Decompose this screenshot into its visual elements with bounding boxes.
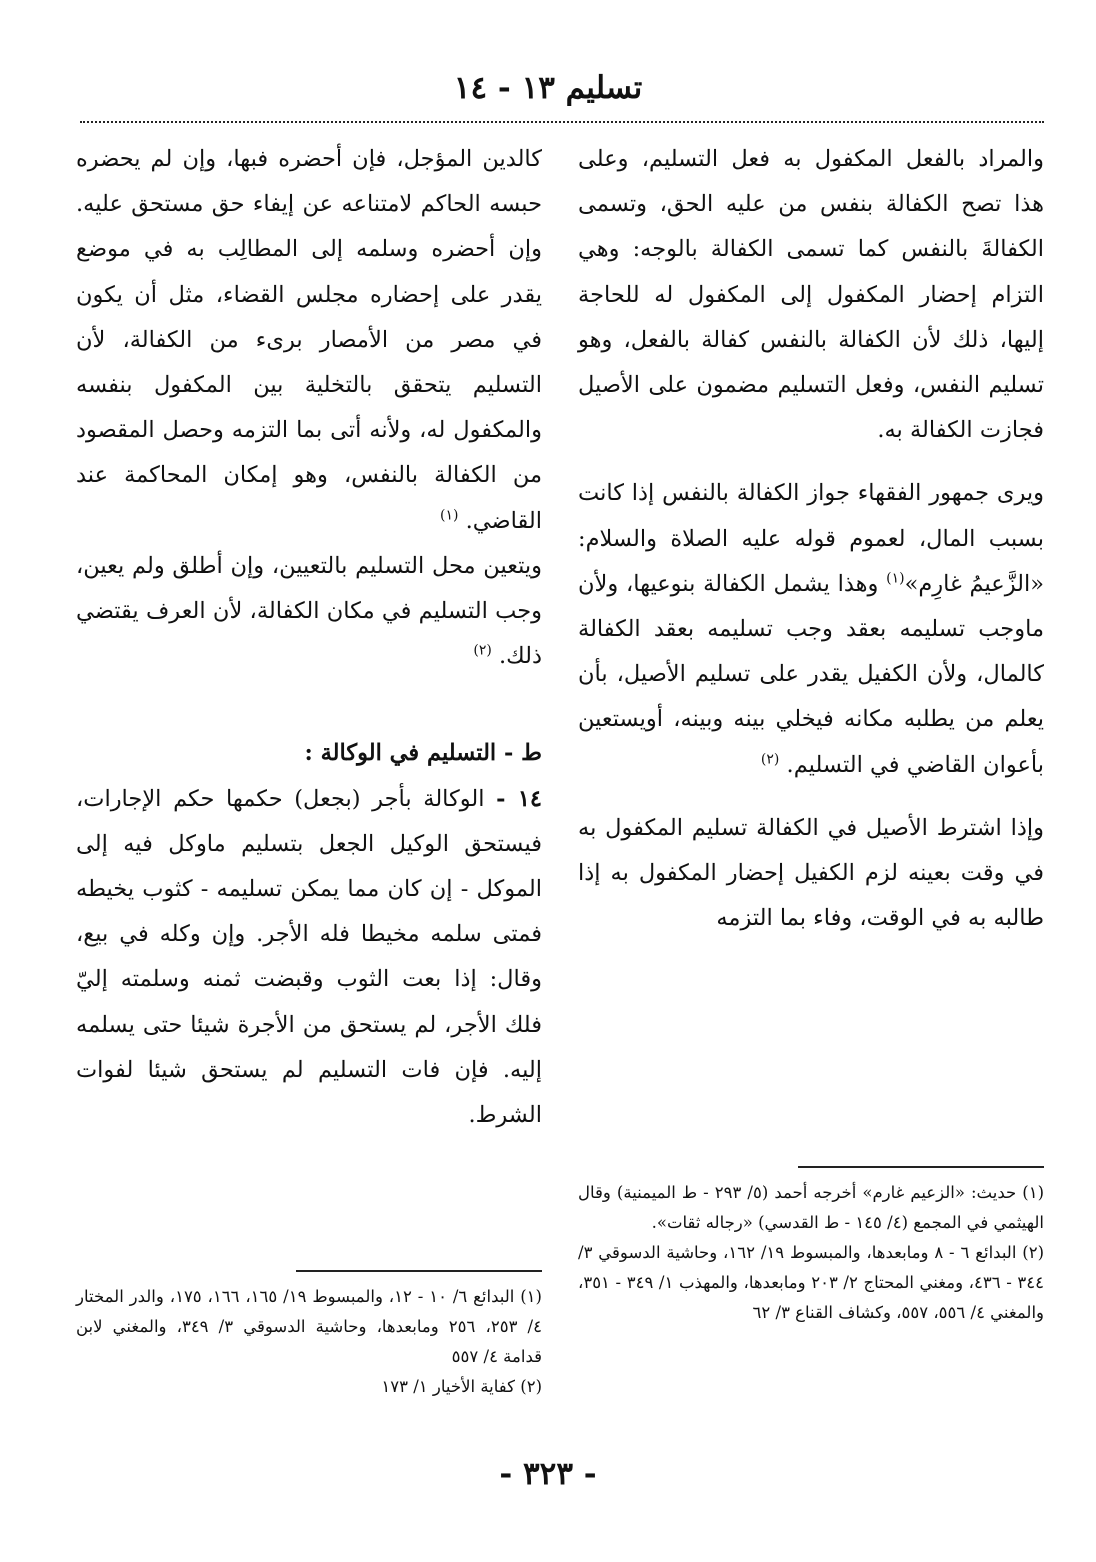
page-title: تسليم ١٣ - ١٤ — [453, 70, 643, 106]
footnotes-right — [578, 1166, 1044, 1328]
footnote-divider — [798, 1166, 1044, 1168]
paragraph-text: كالدين المؤجل، فإن أحضره فبها، وإن لم يحضره حبسه الحاكم لامتناعه عن إيفاء حق مستحق عليه. وإن أحضره وسلمه إلى المطالِب به في موضع يقدر على إحضاره مجلس القضاء، مثل أن يكون في مصر من الأمصار برىء من الكفالة، لأن التسليم يتحقق بالتخلية بين المكفول بنفسه والمكفول له، ولأنه أتى بما التزمه وحصل المقصود من الكفالة بالنفس، وهو إمكان المحاكمة عند القاضي. — [76, 146, 542, 534]
footnote: (٢) البدائع ٦ - ٨ ومابعدها، والمبسوط ١٩/ ١٦٢، وحاشية الدسوقي ٣/ ٣٤٤ - ٤٣٦، ومغني المحتاج ٢/ ٢٠٣ ومابعدها، والمهذب ١/ ٣٤٩ - ٣٥١، والمغني ٤/ ٥٥٦، ٥٥٧، وكشاف القناع ٣/ ٦٢ — [578, 1243, 1044, 1322]
page-number: - ٣٢٣ - — [499, 1456, 597, 1492]
footnote: (٢) كفاية الأخيار ١/ ١٧٣ — [381, 1377, 542, 1396]
footnote: (١) البدائع ٦/ ١٠ - ١٢، والمبسوط ١٩/ ١٦٥، ١٦٦، ١٧٥، والدر المختار ٤/ ٢٥٣، ٢٥٦ ومابعدها، وحاشية الدسوقي ٣/ ٣٤٩، والمغني لابن قدامة ٤/ ٥٥٧ — [76, 1287, 542, 1366]
paragraph-paid-agency — [76, 777, 542, 1139]
footnote-ref: (٢) — [473, 642, 492, 659]
paragraph-time-condition: وإذا اشترط الأصيل في الكفالة تسليم المكفول به في وقت بعينه لزم الكفيل إحضار المكفول به إذا طالبه به في الوقت، وفاء بما التزمه — [578, 814, 1044, 932]
section-heading: ط - التسليم في الوكالة : — [304, 740, 542, 767]
paragraph-text: وهذا يشمل الكفالة بنوعيها، ولأن ماوجب تسليمه بعقد وجب تسليمه بعقد الكفالة كالمال، ولأن الكفيل يقدر على تسليم الأصيل، بأن يعلم من يطلبه مكانه فيخلي بينه وبينه، أويستعين بأعوان القاضي في التسليم. — [578, 570, 1044, 778]
footnote-divider — [296, 1270, 542, 1272]
title-divider — [80, 121, 1044, 123]
footnotes-left — [76, 1270, 542, 1402]
right-column — [578, 137, 1044, 941]
paragraph-text: ويرى جمهور الفقهاء جواز الكفالة بالنفس إذا كانت بسبب المال، لعموم قوله عليه الصلاة والسلام: «الزَّعيمُ غارِم» — [578, 480, 1045, 597]
paragraph-number: ١٤ - — [496, 785, 543, 812]
paragraph-place-of-delivery — [76, 544, 542, 680]
footnote-ref: (٢) — [760, 751, 780, 768]
paragraph-text: الوكالة بأجر (بجعل) حكمها حكم الإجارات، فيستحق الوكيل الجعل بتسليم ماوكل فيه إلى الموكل - إن كان مما يمكن تسليمه - كثوب يخيطه فمتى سلمه مخيطا فله الأجر. وإن وكله في بيع، وقال: إذا بعت الثوب وقبضت ثمنه وسلمته إليّ فلك الأجر، لم يستحق من الأجرة شيئا حتى يسلمه إليه. فإن فات التسليم لم يستحق شيئا لفوات الشرط. — [76, 785, 542, 1129]
footnote-ref: (١) — [440, 507, 459, 524]
footnote: (١) حديث: «الزعيم غارم» أخرجه أحمد (٥/ ٢٩٣ - ط الميمنية) وقال الهيثمي في المجمع (٤/ ١٤٥ - ط القدسي) «رجاله ثقات». — [578, 1183, 1044, 1232]
paragraph-text: ويتعين محل التسليم بالتعيين، وإن أطلق ولم يعين، وجب التسليم في مكان الكفالة، لأن العرف يقتضي ذلك. — [76, 552, 542, 670]
paragraph-deferred-debt — [76, 137, 542, 544]
paragraph-jumhur-opinion — [578, 471, 1044, 787]
footnote-ref: (١) — [886, 570, 905, 587]
left-column — [76, 137, 542, 1138]
paragraph-kafala-definition: والمراد بالفعل المكفول به فعل التسليم، وعلى هذا تصح الكفالة بنفس من عليه الحق، وتسمى الكفالةَ بالنفس كما تسمى الكفالة بالوجه: وهي التزام إحضار المكفول إلى المكفول له للحاجة إليها، ذلك لأن الكفالة بالنفس كفالة بالفعل، وهو تسليم النفس، وفعل التسليم مضمون على الأصيل فجازت الكفالة به. — [578, 146, 1044, 444]
